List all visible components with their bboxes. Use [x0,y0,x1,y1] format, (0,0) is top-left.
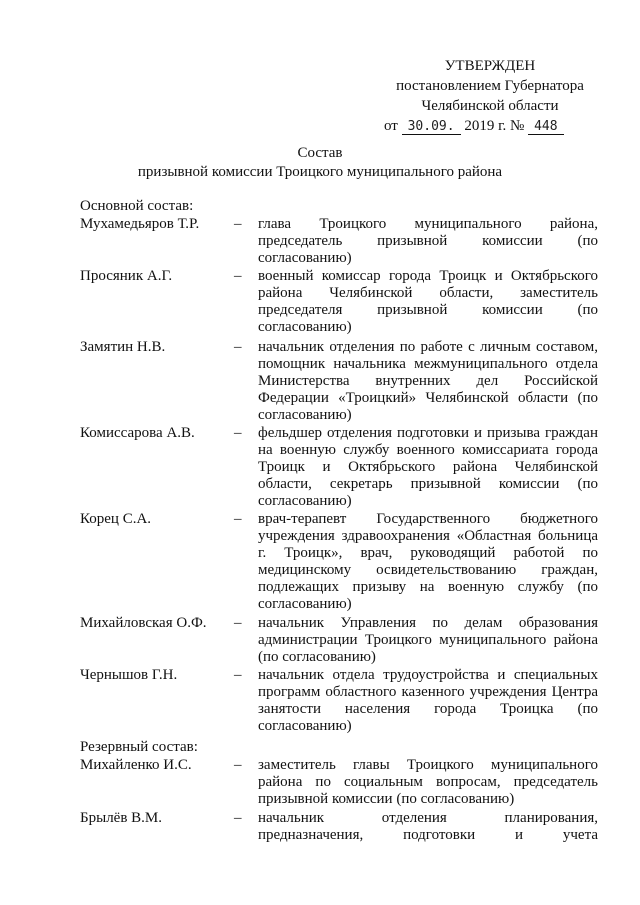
member-name: Мухамедьяров Т.Р. [80,216,200,232]
member-name: Михайленко И.С. [80,757,192,773]
approval-stamp [380,56,600,136]
member-dash: – [234,268,242,284]
member-role: начальник отделения по работе с личным составом, помощник начальника межмуниципального отдела Министерства внутренних дел Российской Федерации «Троицкий» Челябинской области (по согласованию) [258,339,598,423]
member-name: Михайловская О.Ф. [80,615,207,631]
member-role: врач-терапевт Государственного бюджетного учреждения здравоохранения «Областная больница г. Троицк», врач, руководящий работой по медицинскому освидетельствованию граждан, подлежащих призыву на военную службу (по согласованию) [258,511,598,612]
member-dash: – [234,667,242,683]
member-dash: – [234,511,242,527]
main-section-label: Основной состав: [80,198,194,214]
handwritten-number: 448 [528,119,563,135]
reserve-section-label: Резервный состав: [80,739,198,755]
member-dash: – [234,425,242,441]
member-dash: – [234,810,242,826]
date-prefix: от [384,118,398,134]
member-role: глава Троицкого муниципального района, председатель призывной комиссии (по согласованию) [258,216,598,266]
member-role: начальник отделения планирования, предназначения, подготовки и учета [258,810,598,843]
document-heading [0,144,640,182]
handwritten-date: 30.09. [402,119,461,135]
approval-line-2: Челябинской области [421,98,559,114]
member-role: начальник отдела трудоустройства и специальных программ областного казенного учреждения Центра занятости населения города Троицка (по согласованию) [258,667,598,734]
member-name: Замятин Н.В. [80,339,166,355]
approval-date-line [380,116,600,136]
member-dash: – [234,757,242,773]
member-name: Чернышов Г.Н. [80,667,178,683]
member-name: Просяник А.Г. [80,268,173,284]
approval-line-1: постановлением Губернатора [396,78,584,94]
member-name: Комиссарова А.В. [80,425,195,441]
member-role: фельдшер отделения подготовки и призыва граждан на военную службу военного комиссариата города Троицк и Октябрьского района Челябинской области, секретарь призывной комиссии (по согласованию) [258,425,598,509]
document-subtitle: призывной комиссии Троицкого муниципального района [137,164,503,180]
member-role: начальник Управления по делам образования администрации Троицкого муниципального района (по согласованию) [258,615,598,665]
member-name: Брылёв В.М. [80,810,163,826]
member-role: заместитель главы Троицкого муниципального района по социальным вопросам, председатель призывной комиссии (по согласованию) [258,757,598,807]
approval-title: УТВЕРЖДЕН [444,58,536,74]
member-dash: – [234,216,242,232]
member-name: Корец С.А. [80,511,152,527]
member-dash: – [234,339,242,355]
document-title: Состав [297,145,343,161]
number-sign: № [510,118,525,134]
member-dash: – [234,615,242,631]
date-year: 2019 г. [464,118,507,134]
member-role: военный комиссар города Троицк и Октябрьского района Челябинской области, заместитель председателя призывной комиссии (по согласованию) [258,268,598,335]
